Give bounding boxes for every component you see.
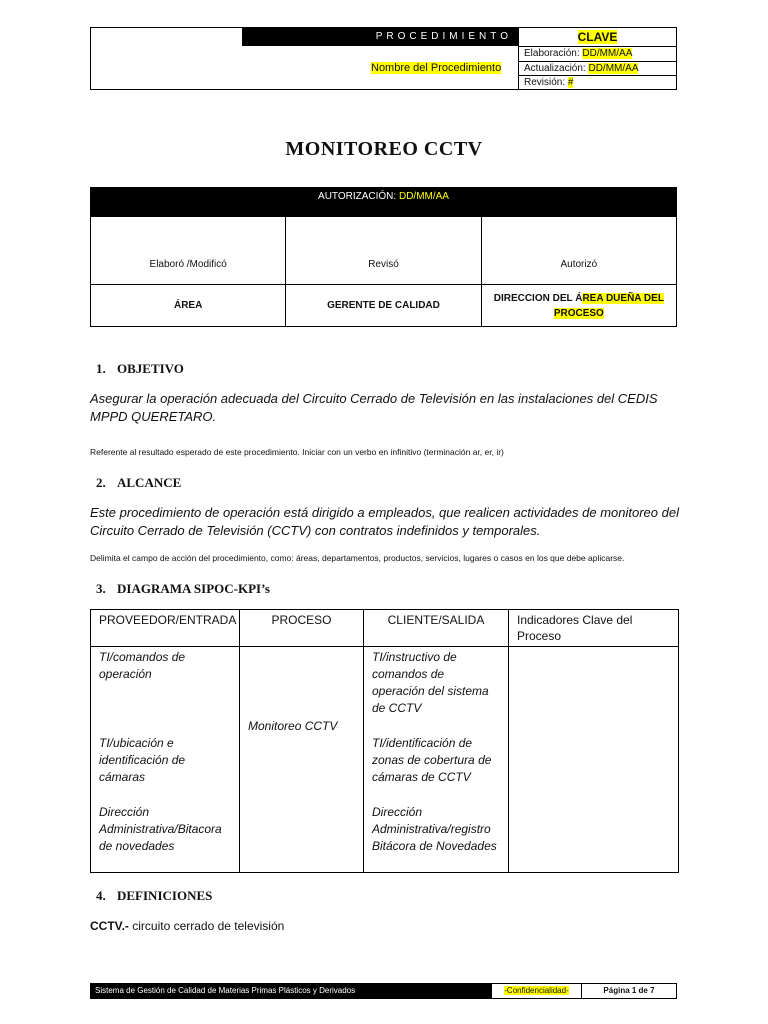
footer-page-number: Página 1 de 7 [581, 984, 676, 998]
gerente-cell: GERENTE DE CALIDAD [285, 285, 480, 326]
cliente-item: TI/identificación de zonas de cobertura de cámaras de CCTV [372, 736, 492, 784]
role-reviso: Revisó [285, 217, 480, 284]
alcance-note: Delimita el campo de acción del procedimiento, como: áreas, departamentos, productos, servicios, lugares o casos en los que debe aplicarse. [90, 553, 625, 563]
header-proveedor: PROVEEDOR/ENTRADA [91, 610, 240, 647]
revision-number: # [567, 77, 574, 89]
proceso-cell [240, 647, 364, 873]
names-row [91, 284, 676, 326]
sipoc-table [90, 609, 679, 873]
header-indicadores: Indicadores Clave del Proceso [509, 610, 679, 647]
section-objetivo-title: 1. OBJETIVO [96, 361, 184, 376]
elaboracion-row: Elaboración: DD/MM/AA [519, 46, 676, 61]
revision-row: Revisión: # [519, 75, 676, 90]
authorization-header: AUTORIZACIÓN: DD/MM/AA [91, 188, 676, 216]
procedimiento-label: PROCEDIMIENTO [242, 28, 518, 46]
sipoc-header-row [91, 610, 679, 647]
document-header [90, 27, 677, 90]
authorization-date: DD/MM/AA [398, 191, 449, 202]
role-autorizo: Autorizó [481, 217, 676, 284]
role-elaboro: Elaboró /Modificó [149, 259, 227, 270]
footer-system: Sistema de Gestión de Calidad de Materias Primas Plásticos y Derivados [91, 984, 491, 998]
definition-cctv [90, 919, 284, 933]
actualizacion-row: Actualización: DD/MM/AA [519, 61, 676, 76]
sipoc-body-row [91, 647, 679, 873]
header-proceso: PROCESO [240, 610, 364, 647]
section-sipoc-title: 3. DIAGRAMA SIPOC-KPI’s [96, 581, 270, 596]
alcance-text: Este procedimiento de operación está dirigido a empleados, que realicen actividades de monitoreo del Circuito Cerrado de Televisión (CCTV) con contratos indefinidos y temporales. [90, 505, 679, 538]
section-alcance-title: 2. ALCANCE [96, 475, 182, 490]
indicadores-cell [509, 647, 679, 873]
roles-row [91, 216, 676, 284]
page-title: MONITOREO CCTV [285, 138, 483, 160]
section-definiciones-title: 4. DEFINICIONES [96, 888, 213, 903]
cliente-item: TI/instructivo de comandos de operación del sistema de CCTV [372, 650, 489, 715]
cliente-cell [364, 647, 509, 873]
proveedor-item: TI/ubicación e identificación de cámaras [99, 736, 186, 784]
direccion-cell: DIRECCION DEL ÁREA DUEÑA DEL PROCESO [481, 285, 676, 326]
document-dates [518, 46, 676, 90]
definition-text: circuito cerrado de televisión [128, 919, 285, 933]
proceso-item: Monitoreo CCTV [248, 719, 338, 733]
footer-confidencial: -Confidencialidad- [491, 984, 581, 998]
objetivo-text: Asegurar la operación adecuada del Circuito Cerrado de Televisión en las instalaciones del CEDIS MPPD QUERETARO. [90, 391, 658, 424]
procedure-name: Nombre del Procedimiento [371, 62, 502, 74]
clave-cell [518, 28, 676, 46]
proveedor-item: Dirección Administrativa/Bitacora de novedades [99, 805, 222, 853]
authorization-table [90, 187, 677, 327]
header-cliente: CLIENTE/SALIDA [364, 610, 509, 647]
page-footer [90, 983, 677, 999]
area-cell: ÁREA [173, 300, 203, 311]
proveedor-cell [91, 647, 240, 873]
actualizacion-date: DD/MM/AA [588, 62, 639, 74]
definition-term: CCTV.- [90, 919, 129, 933]
elaboracion-date: DD/MM/AA [582, 48, 633, 59]
proveedor-item: TI/comandos de operación [99, 650, 186, 681]
clave-label: CLAVE [577, 30, 618, 44]
objetivo-note: Referente al resultado esperado de este procedimiento. Iniciar con un verbo en infinitivo (terminación ar, er, ir) [90, 447, 504, 457]
cliente-item: Dirección Administrativa/registro Bitácora de Novedades [372, 805, 497, 853]
